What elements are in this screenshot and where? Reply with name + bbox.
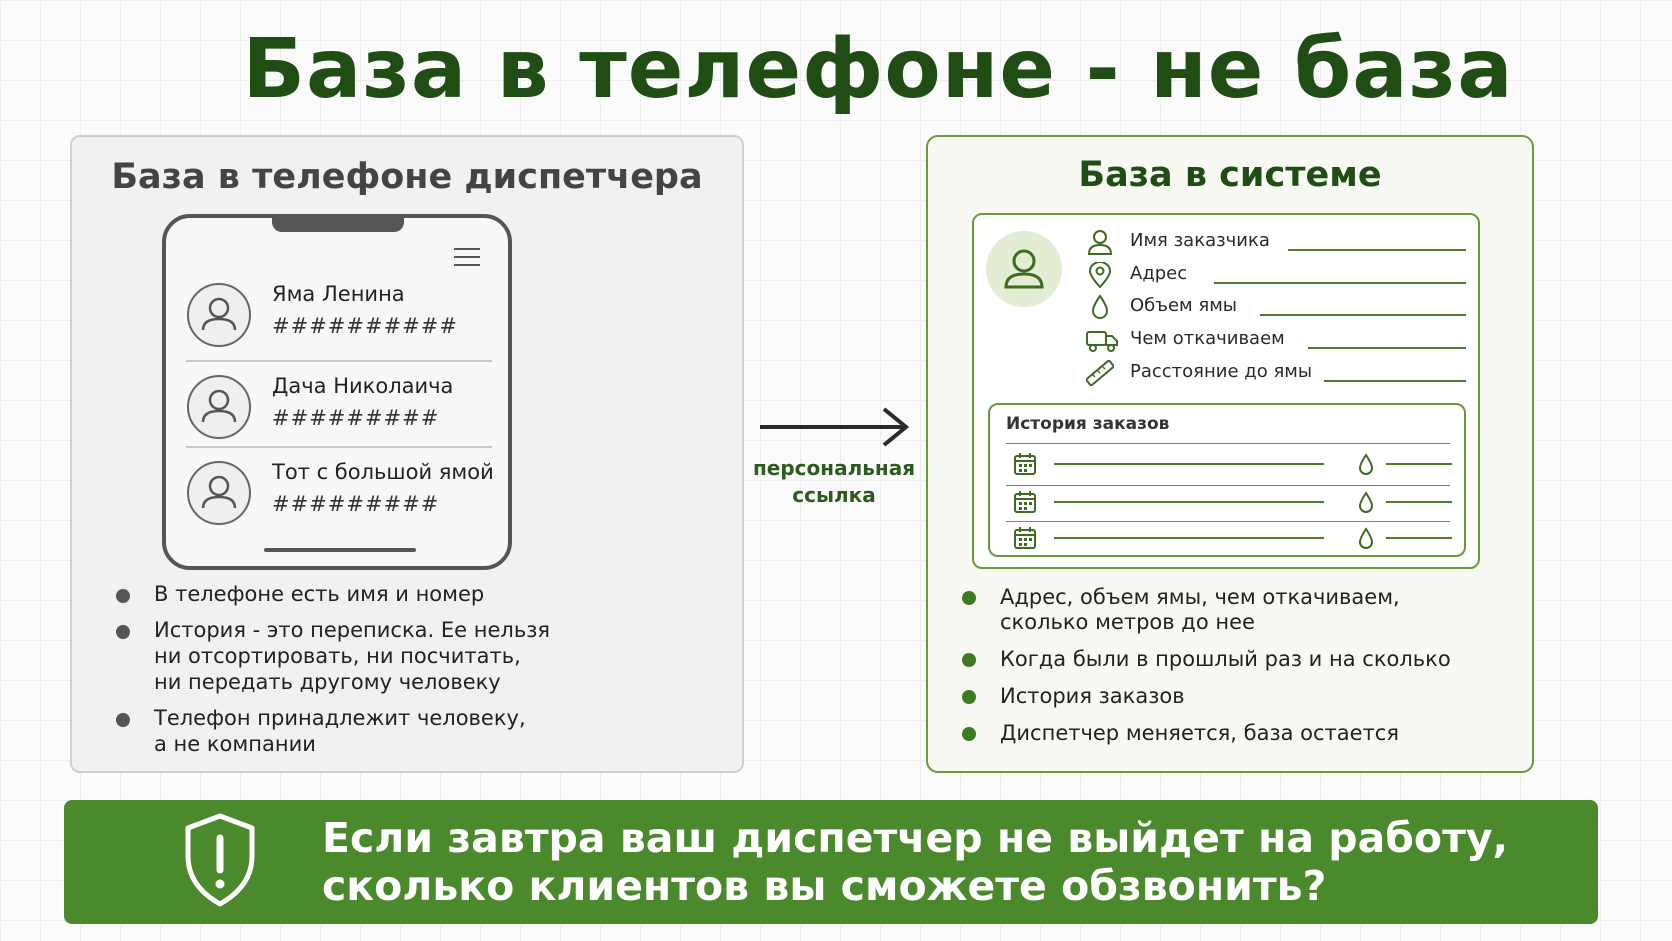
field-address bbox=[1086, 260, 1466, 290]
contact-avatar-icon bbox=[186, 374, 252, 440]
drop-icon bbox=[1358, 453, 1374, 475]
field-pump-type bbox=[1086, 325, 1466, 355]
history-divider bbox=[1006, 521, 1450, 522]
history-volume-line bbox=[1386, 501, 1452, 503]
contact-divider bbox=[186, 360, 492, 362]
field-pit-volume bbox=[1086, 292, 1466, 322]
history-date-line bbox=[1054, 463, 1324, 465]
contact-avatar-icon bbox=[186, 460, 252, 526]
arrow-label: персональная ссылка bbox=[752, 456, 916, 507]
drop-icon bbox=[1358, 491, 1374, 513]
field-line bbox=[1308, 347, 1466, 349]
bullet-item: История - это переписка. Ее нельзя ни отсортировать, ни посчитать, ни передать другому человеку bbox=[110, 617, 730, 695]
field-label: Объем ямы bbox=[1130, 295, 1237, 316]
order-history-title: История заказов bbox=[1006, 414, 1170, 434]
shield-warning-icon bbox=[184, 812, 256, 908]
system-base-panel bbox=[926, 135, 1534, 773]
field-label: Чем откачиваем bbox=[1130, 328, 1285, 349]
banner-text: Если завтра ваш диспетчер не выйдет на работу, сколько клиентов вы сможете обзвонить? bbox=[322, 814, 1509, 910]
phone-illustration bbox=[162, 214, 512, 570]
page-title: База в телефоне - не база bbox=[242, 22, 1514, 117]
contact-number: ########## bbox=[272, 314, 458, 338]
phone-home-bar bbox=[264, 548, 416, 552]
history-volume-line bbox=[1386, 463, 1452, 465]
contact-number: ######### bbox=[272, 406, 440, 430]
field-line bbox=[1214, 282, 1466, 284]
bullet-item: Диспетчер меняется, база остается bbox=[958, 721, 1518, 746]
field-distance bbox=[1086, 358, 1466, 388]
order-history-box bbox=[988, 403, 1466, 557]
drop-icon bbox=[1358, 527, 1374, 549]
field-label: Адрес bbox=[1130, 263, 1188, 284]
ruler-icon bbox=[1086, 360, 1114, 386]
contact-name: Дача Николаича bbox=[272, 374, 454, 398]
history-date-line bbox=[1054, 537, 1324, 539]
history-row bbox=[1014, 451, 1454, 477]
bullet-item: Когда были в прошлый раз и на сколько bbox=[958, 647, 1518, 672]
bullet-item: История заказов bbox=[958, 684, 1518, 709]
field-label: Имя заказчика bbox=[1130, 230, 1270, 251]
calendar-icon bbox=[1014, 491, 1036, 513]
contact-name: Яма Ленина bbox=[272, 282, 405, 306]
location-pin-icon bbox=[1086, 262, 1114, 288]
field-customer-name bbox=[1086, 227, 1466, 257]
field-label: Расстояние до ямы bbox=[1130, 361, 1313, 382]
history-volume-line bbox=[1386, 537, 1452, 539]
phone-base-panel bbox=[70, 135, 744, 773]
client-avatar-icon bbox=[986, 231, 1062, 307]
contact-item bbox=[186, 274, 486, 356]
bullet-item: В телефоне есть имя и номер bbox=[110, 581, 730, 607]
warning-banner bbox=[64, 800, 1598, 924]
history-row bbox=[1014, 489, 1454, 515]
contact-number: ######### bbox=[272, 492, 440, 516]
hamburger-menu-icon bbox=[454, 248, 480, 268]
contact-name: Тот с большой ямой bbox=[272, 460, 494, 484]
field-line bbox=[1288, 249, 1466, 251]
phone-base-title: База в телефоне диспетчера bbox=[111, 157, 703, 197]
bullet-item: Телефон принадлежит человеку, а не компании bbox=[110, 705, 730, 757]
field-line bbox=[1324, 380, 1466, 382]
history-divider bbox=[1006, 485, 1450, 486]
contact-item bbox=[186, 452, 494, 534]
arrow-right-icon bbox=[758, 405, 910, 449]
contact-divider bbox=[186, 446, 492, 448]
phone-notch bbox=[272, 214, 404, 232]
contact-item bbox=[186, 366, 486, 448]
calendar-icon bbox=[1014, 453, 1036, 475]
bullet-item: Адрес, объем ямы, чем откачиваем, сколько метров до нее bbox=[958, 585, 1518, 635]
history-divider bbox=[1006, 443, 1450, 444]
phone-base-bullets bbox=[110, 581, 730, 767]
drop-icon bbox=[1086, 294, 1114, 320]
calendar-icon bbox=[1014, 527, 1036, 549]
system-base-title: База в системе bbox=[1078, 155, 1382, 195]
contact-avatar-icon bbox=[186, 282, 252, 348]
system-base-bullets bbox=[958, 585, 1518, 758]
user-icon bbox=[1086, 229, 1114, 255]
truck-icon bbox=[1086, 327, 1118, 353]
field-line bbox=[1260, 314, 1466, 316]
history-row bbox=[1014, 525, 1454, 551]
history-date-line bbox=[1054, 501, 1324, 503]
client-card bbox=[972, 213, 1480, 569]
